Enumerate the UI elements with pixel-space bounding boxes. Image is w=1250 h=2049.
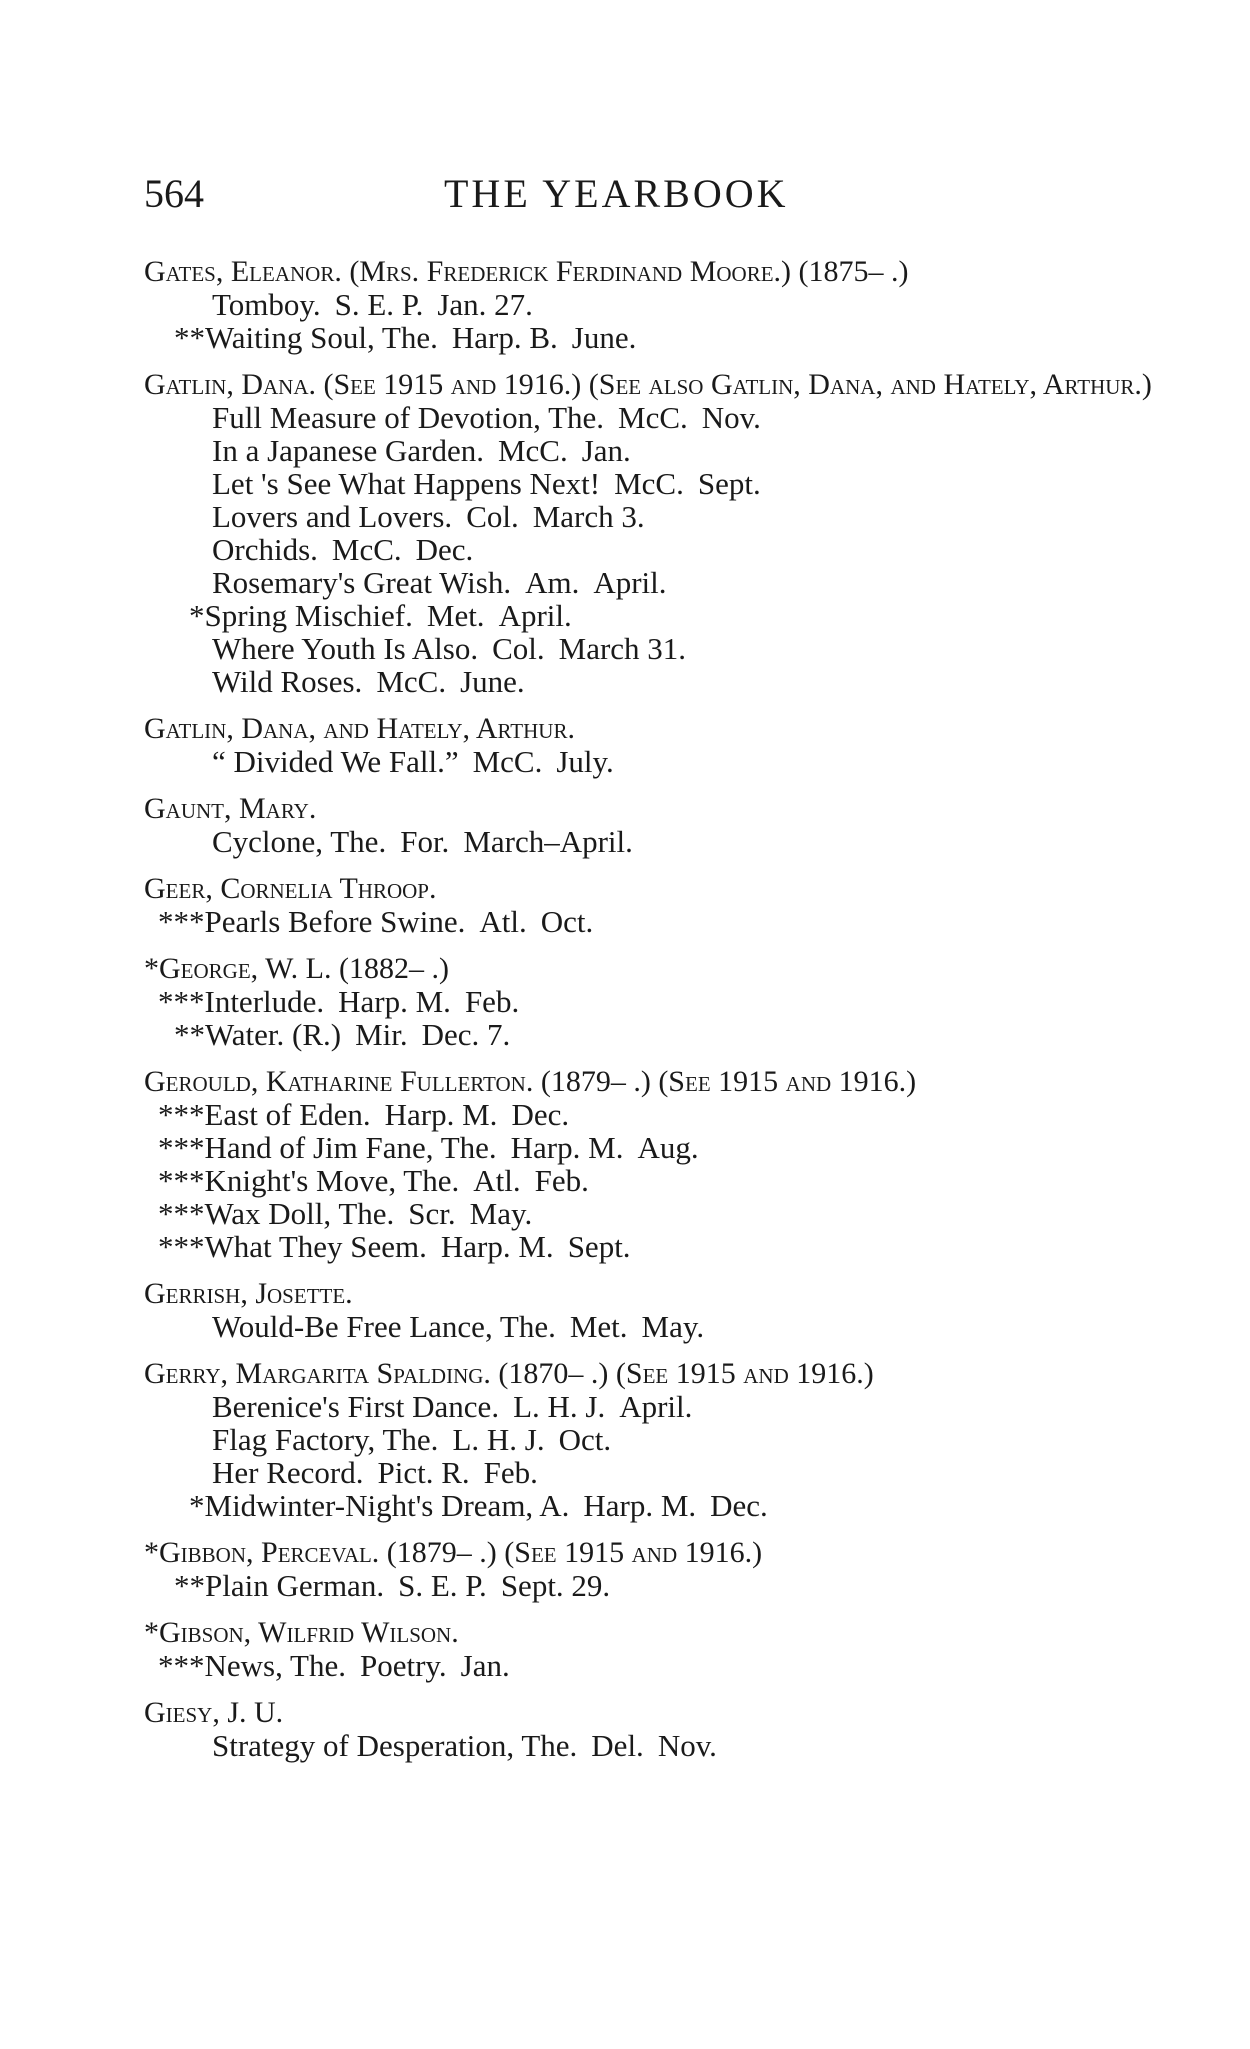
issue-date: Nov. (657, 1728, 717, 1763)
story-entry (144, 1489, 1174, 1522)
publication: L. H. J. (513, 1389, 606, 1424)
story-title: Where Youth Is Also. (212, 631, 479, 666)
story-entry (144, 566, 1174, 599)
issue-date: Oct. (558, 1422, 612, 1457)
issue-date: Feb. (534, 1163, 589, 1198)
issue-date: Sept. 29. (500, 1568, 611, 1603)
publication: McC. (618, 400, 688, 435)
running-title: THE YEARBOOK (444, 171, 789, 216)
publication: Harp. M. (338, 984, 451, 1019)
story-entry (144, 745, 1174, 778)
author-entry (144, 792, 1174, 858)
story-title: Strategy of Desperation, The. (212, 1728, 578, 1763)
story-entry (144, 401, 1174, 434)
publication: S. E. P. (398, 1568, 487, 1603)
story-title: Full Measure of Devotion, The. (212, 400, 605, 435)
issue-date: Dec. (710, 1488, 768, 1523)
author-entry (144, 1616, 1174, 1682)
author-entry (144, 1065, 1174, 1263)
story-title: *Midwinter-Night's Dream, A. (189, 1488, 570, 1523)
publication: Met. (569, 1309, 628, 1344)
story-entry (144, 500, 1174, 533)
issue-date: April. (619, 1389, 693, 1424)
publication: McC. (497, 433, 568, 468)
story-title: Wild Roses. (212, 664, 363, 699)
index-entries (144, 255, 1174, 1776)
issue-date: Dec. 7. (421, 1017, 511, 1052)
publication: Del. (591, 1728, 644, 1763)
publication: McC. (376, 664, 447, 699)
story-title: Rosemary's Great Wish. (212, 565, 512, 600)
story-title: ***Hand of Jim Fane, The. (158, 1130, 497, 1165)
story-entry (144, 665, 1174, 698)
story-entry (144, 1729, 1174, 1762)
author-entry (144, 712, 1174, 778)
author-heading: Gaunt, Mary. (144, 792, 317, 825)
issue-date: March–April. (463, 824, 633, 859)
issue-date: Feb. (483, 1455, 538, 1490)
story-entry (144, 985, 1174, 1018)
publication: Atl. (473, 1163, 521, 1198)
publication: Harp. B. (451, 320, 558, 355)
publication: Pict. R. (377, 1455, 470, 1490)
issue-date: Sept. (567, 1229, 631, 1264)
issue-date: Oct. (540, 904, 594, 939)
issue-date: March 31. (558, 631, 687, 666)
story-entry (144, 288, 1174, 321)
issue-date: June. (460, 664, 525, 699)
story-title: In a Japanese Garden. (212, 433, 484, 468)
author-entry (144, 1357, 1174, 1522)
story-title: Berenice's First Dance. (212, 1389, 500, 1424)
story-title: **Plain German. (174, 1568, 385, 1603)
issue-date: June. (571, 320, 637, 355)
publication: Scr. (408, 1196, 456, 1231)
publication: Atl. (479, 904, 527, 939)
story-entry (144, 1569, 1174, 1602)
story-title: “ Divided We Fall.” (212, 744, 459, 779)
author-heading: Geer, Cornelia Throop. (144, 872, 437, 905)
story-title: Let 's See What Happens Next! (212, 466, 601, 501)
story-entry (144, 905, 1174, 938)
author-heading: Gerrish, Josette. (144, 1277, 353, 1310)
author-heading: *Gibbon, Perceval. (1879– .) (See 1915 and 1916.) (144, 1536, 763, 1569)
story-entry (144, 1098, 1174, 1131)
issue-date: May. (469, 1196, 533, 1231)
author-entry (144, 1277, 1174, 1343)
story-entry (144, 321, 1174, 354)
issue-date: July. (556, 744, 614, 779)
issue-date: Dec. (415, 532, 474, 567)
author-entry (144, 1536, 1174, 1602)
issue-date: Jan. (581, 433, 631, 468)
publication: Mir. (355, 1017, 408, 1052)
publication: McC. (614, 466, 684, 501)
story-title: ***Interlude. (158, 984, 325, 1019)
page-number: 564 (144, 171, 204, 216)
author-heading: Gatlin, Dana. (See 1915 and 1916.) (See also Gatlin, Dana, and Hately, Arthur.) (144, 368, 1152, 401)
story-entry (144, 533, 1174, 566)
author-entry (144, 952, 1174, 1051)
publication: Poetry. (359, 1648, 447, 1683)
story-entry (144, 1131, 1174, 1164)
issue-date: Nov. (701, 400, 761, 435)
author-heading: Gerould, Katharine Fullerton. (1879– .) (See 1915 and 1916.) (144, 1065, 917, 1098)
issue-date: March 3. (532, 499, 645, 534)
story-entry (144, 1423, 1174, 1456)
author-heading: Gerry, Margarita Spalding. (1870– .) (See 1915 and 1916.) (144, 1357, 874, 1390)
issue-date: May. (641, 1309, 705, 1344)
author-entry (144, 1696, 1174, 1762)
author-heading: Giesy, J. U. (144, 1696, 284, 1729)
story-entry (144, 1018, 1174, 1051)
story-title: **Waiting Soul, The. (174, 320, 438, 355)
publication: Am. (525, 565, 580, 600)
story-entry (144, 1230, 1174, 1263)
issue-date: Jan. 27. (437, 287, 533, 322)
publication: Harp. M. (384, 1097, 498, 1132)
issue-date: Dec. (511, 1097, 570, 1132)
page-header (144, 170, 904, 230)
story-title: ***Knight's Move, The. (158, 1163, 460, 1198)
story-title: *Spring Mischief. (189, 598, 413, 633)
issue-date: Sept. (697, 466, 761, 501)
publication: McC. (331, 532, 402, 567)
author-entry (144, 872, 1174, 938)
publication: Harp. M. (510, 1130, 624, 1165)
publication: L. H. J. (452, 1422, 545, 1457)
author-heading: *George, W. L. (1882– .) (144, 952, 449, 985)
story-entry (144, 467, 1174, 500)
issue-date: April. (498, 598, 572, 633)
author-heading: Gatlin, Dana, and Hately, Arthur. (144, 712, 575, 745)
story-entry (144, 632, 1174, 665)
story-title: Would-Be Free Lance, The. (212, 1309, 556, 1344)
author-entry (144, 368, 1174, 698)
publication: Harp. M. (440, 1229, 554, 1264)
story-entry (144, 434, 1174, 467)
issue-date: April. (593, 565, 667, 600)
story-title: Lovers and Lovers. (212, 499, 453, 534)
story-title: Cyclone, The. (212, 824, 387, 859)
story-title: ***Wax Doll, The. (158, 1196, 395, 1231)
story-entry (144, 1390, 1174, 1423)
story-title: ***What They Seem. (158, 1229, 427, 1264)
story-title: Her Record. (212, 1455, 364, 1490)
story-entry (144, 1456, 1174, 1489)
author-heading: Gates, Eleanor. (Mrs. Frederick Ferdinand Moore.) (1875– .) (144, 255, 909, 288)
story-title: Flag Factory, The. (212, 1422, 439, 1457)
publication: For. (400, 824, 450, 859)
story-title: ***Pearls Before Swine. (158, 904, 466, 939)
story-entry (144, 1310, 1174, 1343)
story-entry (144, 1649, 1174, 1682)
publication: Col. (466, 499, 519, 534)
author-entry (144, 255, 1174, 354)
story-entry (144, 599, 1174, 632)
story-title: **Water. (R.) (174, 1017, 342, 1052)
story-title: ***News, The. (158, 1648, 346, 1683)
story-title: Orchids. (212, 532, 318, 567)
author-heading: *Gibson, Wilfrid Wilson. (144, 1616, 459, 1649)
issue-date: Aug. (637, 1130, 699, 1165)
publication: S. E. P. (334, 287, 424, 322)
issue-date: Jan. (460, 1648, 510, 1683)
publication: Col. (492, 631, 545, 666)
publication: Met. (426, 598, 485, 633)
issue-date: Feb. (464, 984, 520, 1019)
story-entry (144, 1164, 1174, 1197)
story-title: Tomboy. (212, 287, 321, 322)
publication: Harp. M. (583, 1488, 697, 1523)
story-title: ***East of Eden. (158, 1097, 371, 1132)
publication: McC. (472, 744, 543, 779)
story-entry (144, 825, 1174, 858)
story-entry (144, 1197, 1174, 1230)
